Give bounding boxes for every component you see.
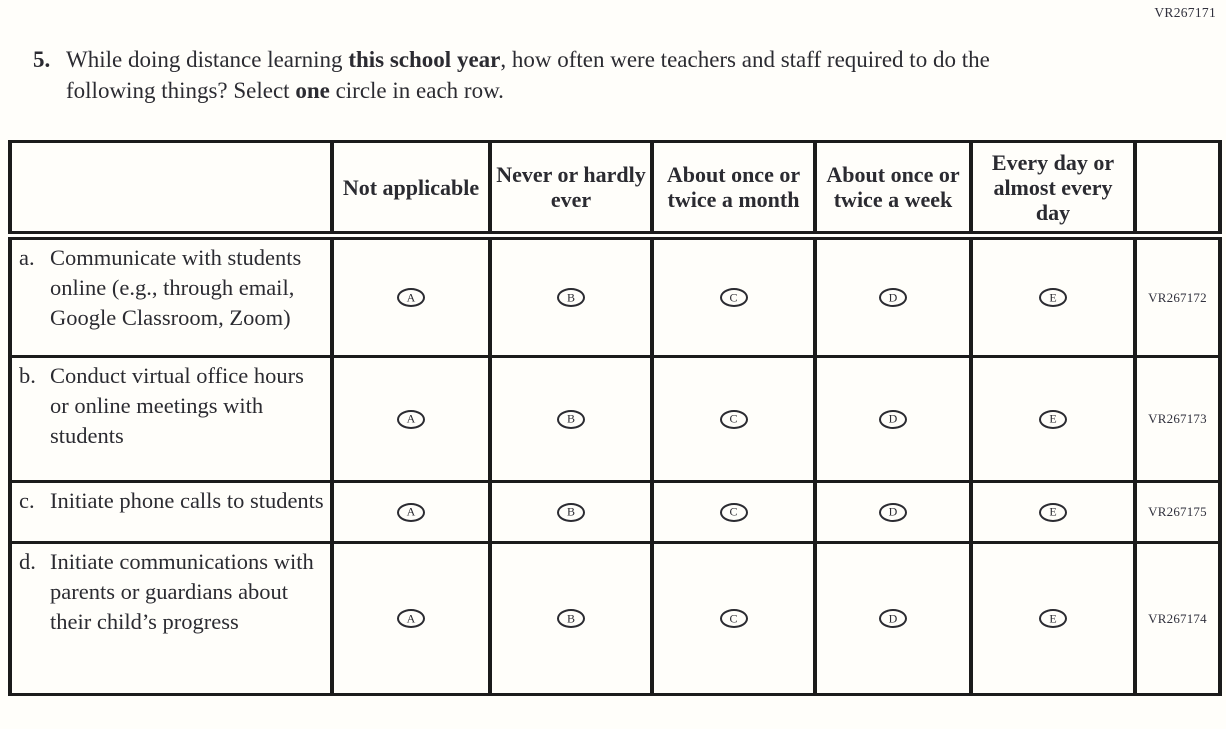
row-code: VR267174 [1135,543,1220,695]
answer-bubble-b[interactable] [557,410,585,429]
table-row [10,543,1220,695]
bubble-letter: C [729,290,738,304]
form-code: VR267171 [1154,5,1216,20]
row-label: Conduct virtual office hours or online meetings with students [50,363,304,448]
header-code-blank [1135,142,1220,236]
bubble-letter: D [888,611,898,625]
answer-bubble-e[interactable] [1039,609,1067,628]
question-text-bold: one [295,78,330,103]
header-row [10,142,1220,236]
bubble-letter: E [1049,290,1057,304]
answer-bubble-a[interactable] [397,609,425,628]
row-letter: a. [19,245,35,270]
header-not-applicable: Not applicable [332,142,490,236]
answer-bubble-e[interactable] [1039,288,1067,307]
answer-bubble-e[interactable] [1039,410,1067,429]
bubble-letter: C [729,611,738,625]
bubble-letter: D [888,504,898,519]
header-once-twice-month: About once or twice a month [652,142,815,236]
table-row [10,482,1220,543]
bubble-letter: D [888,411,898,426]
bubble-letter: C [729,504,738,519]
answer-bubble-a[interactable] [397,410,425,429]
header-never-hardly-ever: Never or hardly ever [490,142,652,236]
row-label: Initiate phone calls to students [50,488,324,513]
bubble-letter: E [1049,611,1057,625]
answer-bubble-c[interactable] [720,288,748,307]
bubble-letter: A [406,611,416,625]
row-label: Initiate communications with parents or guardians about their child’s progress [50,549,314,634]
answer-bubble-d[interactable] [879,503,907,522]
row-letter: d. [19,549,36,574]
row-label: Communicate with students online (e.g., through email, Google Classroom, Zoom) [50,245,302,330]
bubble-letter: A [406,504,416,519]
question-text-part: circle in each row. [329,78,504,103]
header-item-blank [10,142,332,236]
answer-bubble-d[interactable] [879,410,907,429]
question-stem [33,44,1043,106]
row-code: VR267173 [1135,357,1220,482]
answer-bubble-d[interactable] [879,288,907,307]
bubble-letter: B [566,411,575,426]
answer-bubble-e[interactable] [1039,503,1067,522]
table-row [10,357,1220,482]
row-letter: b. [19,363,36,388]
table-row [10,236,1220,357]
answer-bubble-a[interactable] [397,503,425,522]
answer-bubble-b[interactable] [557,288,585,307]
answer-bubble-c[interactable] [720,503,748,522]
question-text-part: , how often were teachers and staff required to do the following things? Select [66,47,990,103]
row-letter: c. [19,488,35,513]
bubble-letter: E [1049,504,1057,519]
row-code: VR267175 [1135,482,1220,543]
bubble-letter: E [1049,411,1057,426]
answer-grid [8,140,1222,696]
bubble-letter: B [566,611,575,625]
header-every-day: Every day or almost every day [971,142,1135,236]
answer-bubble-b[interactable] [557,609,585,628]
question-number: 5. [33,47,51,72]
bubble-letter: B [566,290,575,304]
answer-bubble-d[interactable] [879,609,907,628]
bubble-letter: D [888,290,898,304]
header-once-twice-week: About once or twice a week [815,142,971,236]
question-text [66,44,1031,106]
question-text-part: While doing distance learning [66,47,349,72]
answer-bubble-c[interactable] [720,609,748,628]
answer-bubble-a[interactable] [397,288,425,307]
row-code: VR267172 [1135,236,1220,357]
answer-bubble-b[interactable] [557,503,585,522]
bubble-letter: C [729,411,738,426]
bubble-letter: A [406,411,416,426]
bubble-letter: A [406,290,416,304]
bubble-letter: B [566,504,575,519]
answer-bubble-c[interactable] [720,410,748,429]
question-text-bold: this school year [348,47,501,72]
